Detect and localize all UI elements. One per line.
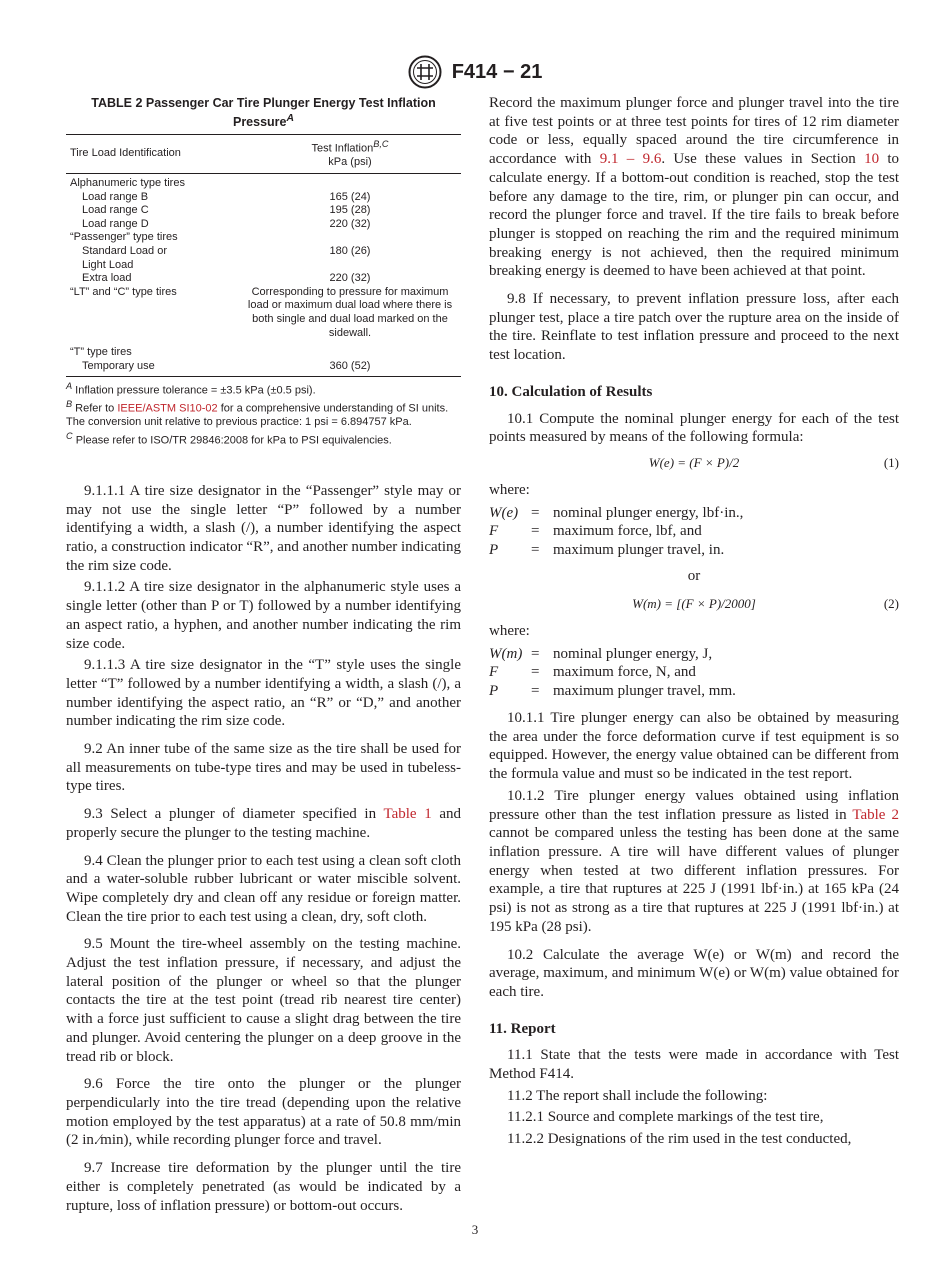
table-row: “LT” and “C” type tires Corresponding to pressure for maximum load or maximum dual load where there is both single and dual load marked on the sidewall.: [70, 285, 453, 339]
astm-logo-icon: [408, 55, 442, 89]
para-10-1-1: 10.1.1 Tire plunger energy can also be obtained by measuring the area under the force deformation curve if test equipment is so equipped. However, the energy value obtained can be different from the formula value and must so be indicated in the test report.: [489, 710, 899, 783]
footnote-c: $^C$ Please refer to ISO/TR 29846:2008 for kPa to PSI equivalencies.: [66, 430, 392, 447]
table-row: Load range D 220 (32): [82, 217, 371, 230]
table-row: Standard Load or 180 (26): [82, 244, 371, 257]
table-row: Load range C 195 (28): [82, 204, 371, 217]
equation-2: W(m) = [(F × P)/2000] (2): [632, 595, 899, 611]
para-9-5: 9.5 Mount the tire-wheel assembly on the testing machine. Adjust the test inflation pressure, if necessary, and adjust the lateral position of the plunger or wheel so that the plunger contacts the tire at the test point (tread rib nearest tire center) with a force just sufficient to cause a slight drag between the tire and plunger. Avoid centering the plunger on a deep groove in the tread rib or block.: [66, 936, 461, 1065]
para-9-4: 9.4 Clean the plunger prior to each test using a clean soft cloth and a water-soluble rubber lubricant or water miscible solvent. Wipe completely dry and clean off any residue or foreign matter. Clean the tire prior to each test using a clean, dry, soft cloth.: [66, 852, 461, 925]
para-9-2: 9.2 An inner tube of the same size as the tire shall be used for all measurements on tube-type tires and may be used in tubeless-type tires.: [66, 741, 461, 795]
para-10-1-2: 10.1.2 Tire plunger energy values obtained using inflation pressure other than the test inflation pressure as listed in Table 2 cannot be compared unless the testing has been done at the same inflation pressure. A tire will have different values of plunger energy when tested at two different inflation pressures. For example, a tire that ruptures at 225 J (1991 lbf·in.) at 165 kPa (24 psi) is not as strong as a tire that ruptures at 225 J (1991 lbf·in.) at 195 kPa (28 psi).: [489, 787, 899, 935]
para-11-2-2: 11.2.2 Designations of the rim used in the test conducted,: [507, 1131, 852, 1148]
footnote-b: $^B$ Refer to IEEE/ASTM SI10-02 for a comprehensive understanding of SI units. The conversion unit relative to previous practice: 1 psi = 6.894757 kPa.: [66, 399, 449, 429]
table-2-footnotes: [66, 380, 461, 448]
table-row: Temporary use 360 (52): [66, 360, 461, 377]
where-label: where:: [489, 481, 530, 498]
footnote-a: $^A$ Inflation pressure tolerance = ±3.5 kPa (±0.5 psi).: [66, 381, 316, 397]
para-11-2-1: 11.2.1 Source and complete markings of the test tire,: [507, 1109, 824, 1126]
table-row: Extra load 220 (32): [82, 272, 371, 285]
para-9-7-continued: Record the maximum plunger force and plunger travel into the tire at five test points or at three test points for tires of 12 rim diameter code or less, equally spaced around the tire circumference in accordance with 9.1 – 9.6. Use these values in Section 10 to calculate energy. If a bottom-out condition is reached, stop the test before any damage to the tire, rim, or plunger pin can occur, and record the plunger force and travel. If the tire fails to break before plunger is stopped on reaching the rim and the required minimum breaking energy is not achieved, then the required minimum breaking energy is deemed to have been achieved at that point.: [489, 95, 900, 280]
para-10-2: 10.2 Calculate the average W(e) or W(m) and record the average, maximum, and minimum W(e) or W(m) value obtained for each tire.: [489, 946, 899, 1000]
section-10-heading: 10. Calculation of Results: [489, 383, 653, 400]
table-2: [66, 134, 461, 377]
para-9-6: 9.6 Force the tire onto the plunger or the plunger perpendicularly into the tire tread (depending upon the relative motion employed by the test apparatus) at a rate of 50.8 mm/min (2 in.⁄min), while recording plunger force and travel.: [66, 1076, 461, 1149]
section-9-1-link[interactable]: 9.1 – 9.6: [599, 151, 662, 168]
page-header: [0, 55, 950, 89]
para-10-1: 10.1 Compute the nominal plunger energy for each of the test points measured by means of the following formula:: [489, 410, 899, 446]
table-row: Load range B 165 (24): [82, 190, 371, 203]
page-number: 3: [471, 1222, 479, 1237]
table-row: W(m) = nominal plunger energy, J,: [489, 645, 713, 662]
table-row: P = maximum plunger travel, mm.: [489, 682, 736, 699]
para-9-1-1-2: 9.1.1.2 A tire size designator in the alphanumeric style uses a single letter (other than P or T) followed by a number identifying an aspect ratio, a hyphen, and another number indicating the rim size code.: [66, 579, 461, 652]
section-10-link[interactable]: 10: [864, 151, 880, 168]
para-9-1-1-3: 9.1.1.3 A tire size designator in the “T” style uses the single letter “T” followed by a number identifying a width, a slash (/), a number identifying the aspect ratio, an “R” or “D,” and another number indicating the rim size code.: [66, 657, 461, 730]
table-1-link[interactable]: Table 1: [383, 806, 432, 823]
table-row: “Passenger” type tires: [70, 231, 178, 244]
table-row: Light Load: [82, 258, 134, 271]
table-2-col-header: Test Inflation$^{B,C}$ kPa (psi): [239, 135, 461, 174]
table-2-col-header: Tire Load Identification: [66, 135, 239, 174]
para-9-1-1-1: 9.1.1.1 A tire size designator in the “Passenger” style may or may not use the single letter “P” followed by a number identifying a width, a slash (/), a number identifying the aspect ratio, a construction indicator “R”, and another number indicating the rim size code.: [66, 482, 461, 574]
table-2-link[interactable]: Table 2: [852, 806, 899, 823]
where-label: where:: [489, 622, 530, 639]
table-row: Alphanumeric type tires: [70, 177, 185, 189]
ieee-astm-link[interactable]: IEEE/ASTM SI10-02: [117, 403, 218, 416]
para-9-8: 9.8 If necessary, to prevent inflation pressure loss, after each plunger test, place a tire patch over the rupture area on the inside of the tire. Reinflate to test inflation pressure and proceed to the next test location.: [489, 291, 899, 364]
where-table-1: [489, 504, 743, 560]
table-row: F = maximum force, N, and: [489, 664, 696, 681]
section-11-heading: 11. Report: [489, 1020, 556, 1037]
table-2-title: TABLE 2 Passenger Car Tire Plunger Energy Test Inflation Pressure$^A$: [91, 96, 436, 130]
right-column: [489, 94, 899, 1149]
para-11-1: 11.1 State that the tests were made in accordance with Test Method F414.: [489, 1047, 899, 1083]
where-table-2: [489, 645, 736, 701]
para-9-7: 9.7 Increase tire deformation by the plunger until the tire either is completely penetrated (as would be indicated by a rupture, loss of inflation pressure) or bottom-out occurs.: [66, 1160, 461, 1214]
table-row: P = maximum plunger travel, in.: [489, 541, 725, 558]
para-11-2: 11.2 The report shall include the following:: [507, 1087, 768, 1104]
para-9-3: 9.3 Select a plunger of diameter specified in Table 1 and properly secure the plunger to the testing machine.: [66, 806, 462, 841]
table-row: W(e) = nominal plunger energy, lbf·in.,: [489, 504, 744, 521]
document-id: F414 − 21: [451, 60, 543, 83]
equation-1: W(e) = (F × P)/2 (1): [648, 454, 899, 470]
left-column: [66, 94, 461, 1215]
table-row: F = maximum force, lbf, and: [489, 523, 702, 540]
or-separator: or: [687, 568, 701, 585]
table-row: “T” type tires: [70, 346, 132, 359]
